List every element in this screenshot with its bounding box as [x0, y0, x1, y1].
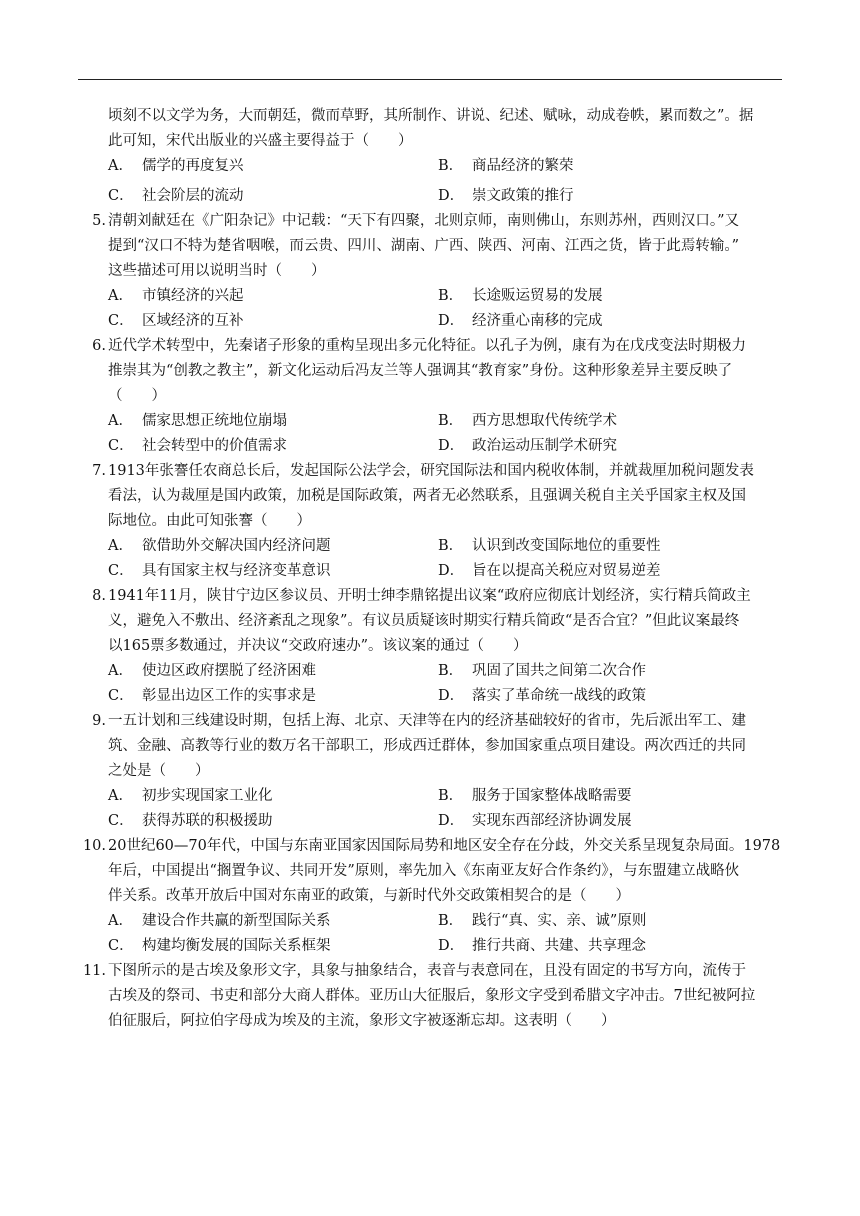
question-text-line: 际地位。由此可知张謇（ ）	[108, 513, 311, 529]
question-number: 9.	[92, 713, 106, 729]
question-text-line: 推崇其为“创教之教主”，新文化运动后冯友兰等人强调其“教育家”身份。这种形象差异主要反映了	[108, 363, 733, 379]
option-label: D．	[438, 938, 465, 954]
question-text-line: 近代学术转型中，先秦诸子形象的重构呈现出多元化特征。以孔子为例，康有为在戊戌变法时期极力	[108, 338, 746, 354]
option-text: 服务于国家整体战略需要	[472, 788, 632, 804]
option-text: 获得苏联的积极援助	[142, 813, 273, 829]
option-a[interactable]	[108, 534, 438, 559]
option-label: C．	[108, 813, 134, 829]
option-text: 社会转型中的价值需求	[142, 438, 287, 454]
question-item	[80, 709, 784, 834]
question-item	[80, 209, 784, 334]
option-label: A．	[108, 288, 133, 304]
option-d[interactable]: D． 崇文政策的推行	[438, 188, 574, 204]
question-text-line: 古埃及的祭司、书吏和部分大商人群体。亚历山大征服后，象形文字受到希腊文字冲击。7世纪被阿拉	[108, 988, 756, 1004]
option-c[interactable]: C． 社会阶层的流动	[108, 188, 244, 204]
question-number: 8.	[92, 588, 106, 604]
option-label: D．	[438, 438, 465, 454]
question-text-line: （ ）	[108, 388, 166, 404]
option-label: C．	[108, 938, 134, 954]
question-text-line: 一五计划和三线建设时期，包括上海、北京、天津等在内的经济基础较好的省市，先后派出军工、建	[108, 713, 746, 729]
option-label: B．	[438, 663, 464, 679]
option-label: D．	[438, 688, 465, 704]
options	[80, 409, 784, 459]
option-text: 具有国家主权与经济变革意识	[142, 563, 331, 579]
question-text-line: 伯征服后，阿拉伯字母成为埃及的主流，象形文字被逐渐忘却。这表明（ ）	[108, 1013, 616, 1029]
option-text: 政治运动压制学术研究	[472, 438, 617, 454]
option-a[interactable]	[108, 784, 438, 809]
options	[80, 659, 784, 709]
option-a[interactable]: A． 儒学的再度复兴	[108, 158, 244, 174]
option-c[interactable]	[108, 434, 438, 459]
option-text: 西方思想取代传统学术	[472, 413, 617, 429]
question-list	[80, 209, 784, 1034]
option-text: 儒家思想正统地位崩塌	[142, 413, 287, 429]
option-text: 使边区政府摆脱了经济困难	[142, 663, 316, 679]
option-c[interactable]	[108, 684, 438, 709]
option-text: 彰显出边区工作的实事求是	[142, 688, 316, 704]
option-d[interactable]	[438, 309, 768, 334]
option-b[interactable]	[438, 409, 768, 434]
option-label: B．	[438, 788, 464, 804]
option-a[interactable]	[108, 409, 438, 434]
question-item	[80, 834, 784, 959]
option-text: 巩固了国共之间第二次合作	[472, 663, 646, 679]
option-label: A．	[108, 413, 133, 429]
option-label: D．	[438, 813, 465, 829]
option-b[interactable]	[438, 534, 768, 559]
options	[80, 154, 784, 209]
option-label: B．	[438, 913, 464, 929]
question-text-line: 以165票多数通过，并决议“交政府速办”。该议案的通过（ ）	[108, 638, 528, 654]
option-a[interactable]	[108, 909, 438, 934]
option-d[interactable]	[438, 434, 768, 459]
option-label: D．	[438, 563, 465, 579]
option-d[interactable]	[438, 559, 768, 584]
question-text-line: 看法，认为裁厘是国内政策，加税是国际政策，两者无必然联系，且强调关税自主关乎国家主权及国	[108, 488, 746, 504]
question-text-line: 20世纪60—70年代，中国与东南亚国家因国际局势和地区安全存在分歧，外交关系呈现复杂局面。1978	[108, 838, 781, 854]
question-4-continuation	[80, 104, 784, 209]
question-page	[80, 104, 784, 1034]
question-item	[80, 584, 784, 709]
question-number: 5.	[92, 213, 106, 229]
question-text-line: 1941年11月，陕甘宁边区参议员、开明士绅李鼎铭提出议案“政府应彻底计划经济，实行精兵简政主	[108, 588, 751, 604]
options	[80, 784, 784, 834]
question-text-line: 1913年张謇任农商总长后，发起国际公法学会，研究国际法和国内税收体制，并就裁厘加税问题发表	[108, 463, 754, 479]
option-label: B．	[438, 413, 464, 429]
option-label: C．	[108, 313, 134, 329]
option-text: 推行共商、共建、共享理念	[472, 938, 646, 954]
question-text-line: 清朝刘献廷在《广阳杂记》中记载：“天下有四聚，北则京师，南则佛山，东则苏州，西则汉口。”又	[108, 213, 740, 229]
option-label: D．	[438, 313, 465, 329]
question-item	[80, 959, 784, 1034]
option-text: 初步实现国家工业化	[142, 788, 273, 804]
question-number: 7.	[92, 463, 106, 479]
question-text-line: 此可知，宋代出版业的兴盛主要得益于（ ）	[108, 133, 413, 149]
option-b[interactable]: B． 商品经济的繁荣	[438, 158, 574, 174]
question-text-line: 下图所示的是古埃及象形文字，具象与抽象结合，表音与表意同在，且没有固定的书写方向，流传于	[108, 963, 746, 979]
option-text: 区域经济的互补	[142, 313, 244, 329]
option-text: 构建均衡发展的国际关系框架	[142, 938, 331, 954]
option-b[interactable]	[438, 659, 768, 684]
question-text-line: 之处是（ ）	[108, 763, 210, 779]
option-label: B．	[438, 288, 464, 304]
option-text: 市镇经济的兴起	[142, 288, 244, 304]
question-text-line: 这些描述可用以说明当时（ ）	[108, 263, 326, 279]
option-d[interactable]	[438, 684, 768, 709]
question-text-line: 年后，中国提出“搁置争议、共同开发”原则，率先加入《东南亚友好合作条约》，与东盟建立战略伙	[108, 863, 740, 879]
option-text: 经济重心南移的完成	[472, 313, 603, 329]
options	[80, 909, 784, 959]
question-number: 10.	[82, 838, 106, 854]
question-number: 11.	[82, 963, 106, 979]
option-b[interactable]	[438, 909, 768, 934]
option-text: 长途贩运贸易的发展	[472, 288, 603, 304]
option-c[interactable]	[108, 809, 438, 834]
option-c[interactable]	[108, 934, 438, 959]
question-text-line: 提到“汉口不特为楚省咽喉，而云贵、四川、湖南、广西、陕西、河南、江西之货，皆于此焉转输。”	[108, 238, 740, 254]
option-label: A．	[108, 788, 133, 804]
option-label: C．	[108, 563, 134, 579]
option-label: A．	[108, 663, 133, 679]
option-d[interactable]	[438, 934, 768, 959]
question-text-line: 筑、金融、高教等行业的数万名干部职工，形成西迁群体，参加国家重点项目建设。两次西迁的共同	[108, 738, 746, 754]
option-d[interactable]	[438, 809, 768, 834]
option-text: 旨在以提高关税应对贸易逆差	[472, 563, 661, 579]
options	[80, 284, 784, 334]
option-c[interactable]	[108, 559, 438, 584]
option-b[interactable]	[438, 784, 768, 809]
option-text: 落实了革命统一战线的政策	[472, 688, 646, 704]
question-text-line: 伴关系。改革开放后中国对东南亚的政策，与新时代外交政策相契合的是（ ）	[108, 888, 630, 904]
option-label: C．	[108, 688, 134, 704]
option-label: C．	[108, 438, 134, 454]
option-c[interactable]	[108, 309, 438, 334]
option-a[interactable]	[108, 284, 438, 309]
question-item	[80, 334, 784, 459]
option-text: 认识到改变国际地位的重要性	[472, 538, 661, 554]
option-b[interactable]	[438, 284, 768, 309]
options	[80, 534, 784, 584]
question-text-line: 顷刻不以文学为务，大而朝廷，微而草野，其所制作、讲说、纪述、赋咏，动成卷帙，累而数之”。据	[108, 108, 754, 124]
option-label: A．	[108, 913, 133, 929]
option-text: 欲借助外交解决国内经济问题	[142, 538, 331, 554]
header-rule	[78, 79, 782, 80]
option-text: 践行“真、实、亲、诚”原则	[472, 913, 647, 929]
option-label: B．	[438, 538, 464, 554]
question-number: 6.	[92, 338, 106, 354]
question-text-line: 义，避免入不敷出、经济紊乱之现象”。有议员质疑该时期实行精兵简政“是否合宜？”但此议案最终	[108, 613, 740, 629]
option-text: 建设合作共赢的新型国际关系	[142, 913, 331, 929]
option-a[interactable]	[108, 659, 438, 684]
option-text: 实现东西部经济协调发展	[472, 813, 632, 829]
question-item	[80, 459, 784, 584]
option-label: A．	[108, 538, 133, 554]
